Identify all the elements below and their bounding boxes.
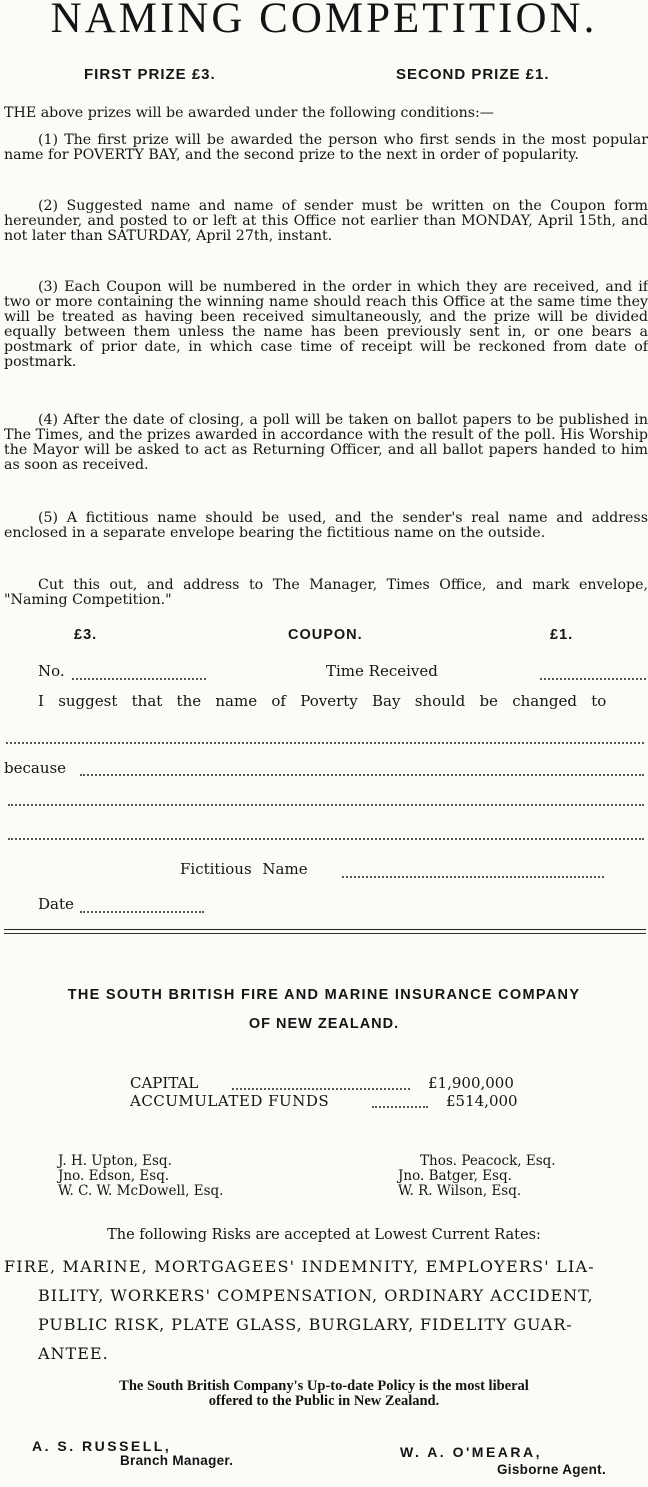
director-right-2: Jno. Batger, Esq. xyxy=(398,1168,512,1184)
first-prize: FIRST PRIZE £3. xyxy=(84,66,216,83)
coupon-no-label: No. xyxy=(38,662,65,680)
capital-value: £1,900,000 xyxy=(428,1074,514,1092)
director-left-2: Jno. Edson, Esq. xyxy=(58,1168,170,1184)
coupon-name-line[interactable] xyxy=(6,742,644,744)
director-right-1: Thos. Peacock, Esq. xyxy=(420,1153,556,1169)
director-left-3: W. C. W. McDowell, Esq. xyxy=(58,1183,224,1199)
coupon-right-amount: £1. xyxy=(550,627,574,643)
condition-2: (2) Suggested name and name of sender must be written on the Coupon form hereunder, and posted to or left at this Office not earlier than MONDAY, April 15th, and not later than SATURDAY, April 27th, instant. xyxy=(4,198,648,244)
policy-line-1: The South British Company's Up-to-date Policy is the most liberal xyxy=(119,1378,529,1394)
coupon-because-line-1[interactable] xyxy=(80,774,644,776)
manager-title: Branch Manager. xyxy=(120,1453,234,1468)
risks-line-2: BILITY, WORKERS' COMPENSATION, ORDINARY ACCIDENT, xyxy=(38,1286,594,1305)
condition-1: (1) The first prize will be awarded the person who first sends in the most popular name for POVERTY BAY, and the second prize to the next in order of popularity. xyxy=(4,132,648,163)
capital-label: CAPITAL xyxy=(130,1074,199,1092)
funds-leader xyxy=(372,1106,428,1108)
coupon-date-line[interactable] xyxy=(80,911,204,913)
coupon-time-line[interactable] xyxy=(540,678,646,680)
funds-label: ACCUMULATED FUNDS xyxy=(130,1092,330,1110)
section-divider-top xyxy=(4,929,646,930)
cut-out-instruction: Cut this out, and address to The Manager, Times Office, and mark envelope, "Naming Competition." xyxy=(4,577,648,608)
coupon-because-line-2[interactable] xyxy=(8,804,644,806)
coupon-because-line-3[interactable] xyxy=(8,838,644,840)
condition-4: (4) After the date of closing, a poll will be taken on ballot papers to be published in The Times, and the prizes awarded in accordance with the result of the poll. His Worship the Mayor will be asked to act as Returning Officer, and all ballot papers handed to him as soon as received. xyxy=(4,412,648,473)
risks-line-4: ANTEE. xyxy=(38,1344,109,1363)
coupon-fictitious-line[interactable] xyxy=(342,876,604,878)
insurance-subheading: OF NEW ZEALAND. xyxy=(248,1016,400,1032)
section-divider-bottom xyxy=(4,933,646,934)
coupon-because-label: because xyxy=(4,759,67,777)
insurance-heading: THE SOUTH BRITISH FIRE AND MARINE INSURANCE COMPANY xyxy=(67,987,581,1003)
funds-value: £514,000 xyxy=(446,1092,518,1110)
coupon-no-line[interactable] xyxy=(72,678,206,680)
risks-line-1: FIRE, MARINE, MORTGAGEES' INDEMNITY, EMPLOYERS' LIA- xyxy=(4,1257,595,1276)
director-left-1: J. H. Upton, Esq. xyxy=(58,1153,172,1169)
agent-title: Gisborne Agent. xyxy=(497,1462,607,1477)
director-right-3: W. R. Wilson, Esq. xyxy=(398,1183,522,1199)
coupon-left-amount: £3. xyxy=(74,627,98,643)
coupon-date-label: Date xyxy=(38,895,74,913)
agent-name: W. A. O'MEARA, xyxy=(400,1444,543,1460)
conditions-intro: THE above prizes will be awarded under the following conditions:— xyxy=(4,105,494,121)
coupon-suggest-text: I suggest that the name of Poverty Bay should be changed to xyxy=(38,692,607,710)
condition-3: (3) Each Coupon will be numbered in the order in which they are received, and if two or more containing the winning name should reach this Office at the same time they will be treated as having been received simultaneously, and the prize will be divided equally between them unless the name has been previously sent in, or one bears a postmark of prior date, in which case time of receipt will be reckoned from date of postmark. xyxy=(4,279,648,370)
coupon-fictitious-label: Fictitious Name xyxy=(180,860,308,878)
coupon-heading: COUPON. xyxy=(288,627,363,643)
risks-intro: The following Risks are accepted at Lowest Current Rates: xyxy=(107,1227,541,1243)
coupon-time-label: Time Received xyxy=(326,662,438,680)
condition-5: (5) A fictitious name should be used, and the sender's real name and address enclosed in a separate envelope bearing the fictitious name on the outside. xyxy=(4,510,648,541)
manager-name: A. S. RUSSELL, xyxy=(32,1438,172,1454)
risks-line-3: PUBLIC RISK, PLATE GLASS, BURGLARY, FIDELITY GUAR- xyxy=(38,1315,573,1334)
second-prize: SECOND PRIZE £1. xyxy=(396,66,550,83)
competition-title: NAMING COMPETITION. xyxy=(50,0,598,42)
capital-leader xyxy=(232,1088,410,1090)
policy-line-2: offered to the Public in New Zealand. xyxy=(208,1393,440,1409)
